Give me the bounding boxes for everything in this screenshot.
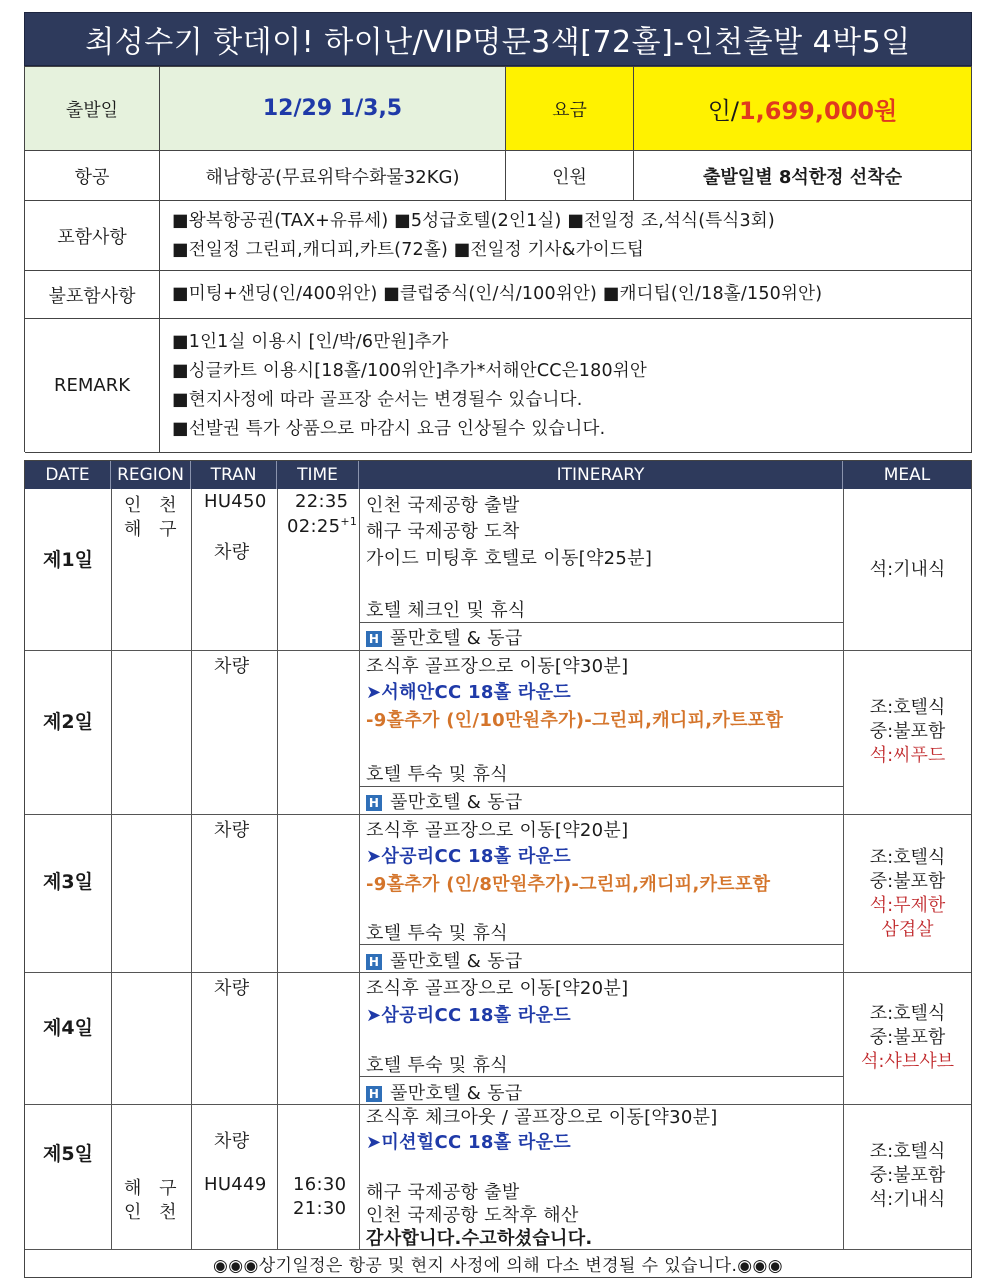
include-line: ■왕복항공권(TAX+유류세) ■5성급호텔(2인1실) ■전일정 조,석식(특식3회)	[172, 210, 775, 231]
hotel-icon: H	[366, 954, 382, 970]
time-text: 21:30	[293, 1198, 347, 1219]
hotel-text: 풀만호텔 & 동급	[390, 1083, 523, 1104]
header-date: DATE	[25, 461, 111, 489]
meal-cell	[844, 558, 971, 582]
header-meal: MEAL	[843, 461, 971, 489]
tran-text: 차량	[214, 820, 250, 841]
time-text	[287, 515, 357, 537]
meal-item: 조:호텔식	[869, 1003, 946, 1024]
people-value: 출발일별 8석한정 선착순	[634, 151, 972, 201]
itinerary-line: 호텔 투숙 및 휴식	[366, 923, 508, 944]
meal-item: 석:무제한	[869, 895, 946, 916]
golf-round: ➤서해안CC 18홀 라운드	[366, 682, 571, 703]
hotel-icon: H	[366, 1086, 382, 1102]
remark-label: REMARK	[25, 319, 160, 453]
region-text: 해 구	[124, 519, 183, 540]
hotel-text: 풀만호텔 & 동급	[390, 951, 523, 972]
row-divider	[25, 650, 971, 651]
remark-list	[160, 319, 972, 453]
include-line: ■전일정 그린피,캐디피,카트(72홀) ■전일정 기사&가이드팁	[172, 239, 645, 260]
airline-label: 항공	[25, 151, 160, 201]
grid-line	[359, 489, 360, 1249]
day-label: 제4일	[43, 1016, 93, 1039]
itinerary-line: 인천 국제공항 출발	[366, 495, 520, 516]
meal-cell	[844, 1140, 971, 1212]
region-text: 인 천	[124, 495, 183, 516]
exclude-line: ■미팅+샌딩(인/400위안) ■클럽중식(인/식/100위안) ■캐디팁(인/18홀/150위안)	[172, 284, 823, 304]
itinerary-line: 호텔 체크인 및 휴식	[366, 600, 526, 621]
include-list	[160, 201, 972, 271]
remark-line: ■선발권 특가 상품으로 마감시 요금 인상될수 있습니다.	[172, 418, 606, 439]
meal-item: 중:불포함	[869, 721, 946, 742]
itinerary-line: 해구 국제공항 도착	[366, 521, 520, 542]
include-label: 포함사항	[25, 201, 160, 271]
price-cell	[634, 67, 972, 151]
itinerary-line: 가이드 미팅후 호텔로 이동[약25분]	[366, 548, 653, 569]
price-prefix: 인/	[707, 97, 739, 125]
header-time: TIME	[277, 461, 359, 489]
itinerary-line: 호텔 투숙 및 휴식	[366, 1055, 508, 1076]
tran-text: 차량	[214, 656, 250, 677]
meal-item: 중:불포함	[869, 871, 946, 892]
meal-item: 석:씨푸드	[869, 745, 946, 766]
header-region: REGION	[111, 461, 191, 489]
people-label: 인원	[506, 151, 634, 201]
footer-notice: ◉◉◉상기일정은 항공 및 현지 사정에 의해 다소 변경될 수 있습니다.◉◉◉	[213, 1256, 783, 1276]
tran-text: 차량	[214, 542, 250, 563]
remark-line: ■현지사정에 따라 골프장 순서는 변경될수 있습니다.	[172, 389, 583, 410]
itinerary-line: 인천 국제공항 도착후 해산	[366, 1205, 579, 1226]
meal-item: 중:불포함	[869, 1027, 946, 1048]
itinerary-line: 조식후 체크아웃 / 골프장으로 이동[약30분]	[366, 1107, 718, 1128]
page-title: 최성수기 핫데이! 하이난/VIP명문3색[72홀]-인천출발 4박5일	[24, 12, 972, 66]
time-text: 22:35	[295, 491, 349, 512]
hotel-divider	[359, 786, 843, 787]
hotel-text: 풀만호텔 & 동급	[390, 792, 523, 813]
extra-holes: -9홀추가 (인/8만원추가)-그린피,캐디피,카트포함	[366, 874, 771, 895]
meal-item: 삼겹살	[881, 919, 934, 940]
hotel-text: 풀만호텔 & 동급	[390, 628, 523, 649]
meal-item: 석:기내식	[869, 559, 946, 580]
region-text: 해 구	[124, 1178, 183, 1199]
closing-message: 감사합니다.수고하셨습니다.	[366, 1228, 593, 1249]
itinerary-line: 조식후 골프장으로 이동[약20분]	[366, 820, 629, 841]
meal-item: 조:호텔식	[869, 847, 946, 868]
itinerary-line: 해구 국제공항 출발	[366, 1182, 520, 1203]
meal-cell	[844, 846, 971, 942]
day-label: 제3일	[43, 870, 93, 893]
meal-item: 석:기내식	[869, 1189, 946, 1210]
tran-text: HU449	[204, 1174, 267, 1195]
meal-item: 조:호텔식	[869, 697, 946, 718]
meal-item: 석:샤브샤브	[860, 1051, 954, 1072]
golf-round: ➤삼공리CC 18홀 라운드	[366, 846, 571, 867]
hotel-line	[366, 788, 523, 814]
hotel-divider	[359, 622, 843, 623]
itinerary-line: 조식후 골프장으로 이동[약20분]	[366, 978, 629, 999]
hotel-icon: H	[366, 795, 382, 811]
meal-item: 조:호텔식	[869, 1141, 946, 1162]
extra-holes: -9홀추가 (인/10만원추가)-그린피,캐디피,카트포함	[366, 710, 784, 731]
remark-line: ■1인1실 이용시 [인/박/6만원]추가	[172, 331, 449, 352]
row-divider	[25, 814, 971, 815]
golf-round: ➤미션힐CC 18홀 라운드	[366, 1132, 571, 1153]
tran-text: HU450	[204, 491, 267, 512]
grid-line	[111, 489, 112, 1249]
day-label: 제1일	[43, 548, 93, 571]
time-value: 02:25	[287, 516, 341, 537]
info-table	[24, 66, 972, 452]
meal-cell	[844, 696, 971, 768]
grid-line	[191, 489, 192, 1249]
time-suffix: +1	[340, 515, 358, 528]
depart-label: 출발일	[25, 67, 160, 151]
itinerary-table	[24, 460, 972, 1278]
exclude-value	[160, 271, 972, 319]
exclude-label: 불포함사항	[25, 271, 160, 319]
depart-value: 12/29 1/3,5	[160, 67, 506, 151]
tran-text: 차량	[214, 978, 250, 999]
remark-line: ■싱글카트 이용시[18홀/100위안]추가*서해안CC은180위안	[172, 360, 647, 381]
grid-line	[277, 489, 278, 1249]
hotel-icon: H	[366, 631, 382, 647]
day-label: 제5일	[43, 1142, 93, 1165]
price-label: 요금	[506, 67, 634, 151]
hotel-line	[366, 1079, 523, 1105]
itinerary-line: 조식후 골프장으로 이동[약30분]	[366, 656, 629, 677]
header-itinerary: ITINERARY	[359, 461, 843, 489]
hotel-line	[366, 947, 523, 973]
header-tran: TRAN	[191, 461, 277, 489]
time-text: 16:30	[293, 1174, 347, 1195]
day-label: 제2일	[43, 710, 93, 733]
region-text: 인 천	[124, 1202, 183, 1223]
meal-cell	[844, 1002, 971, 1074]
airline-value: 해남항공(무료위탁수화물32KG)	[160, 151, 506, 201]
tran-text: 차량	[214, 1131, 250, 1152]
itinerary-line: 호텔 투숙 및 휴식	[366, 764, 508, 785]
golf-round: ➤삼공리CC 18홀 라운드	[366, 1005, 571, 1026]
meal-item: 중:불포함	[869, 1165, 946, 1186]
price-value: 1,699,000원	[738, 97, 898, 125]
hotel-line	[366, 624, 523, 650]
